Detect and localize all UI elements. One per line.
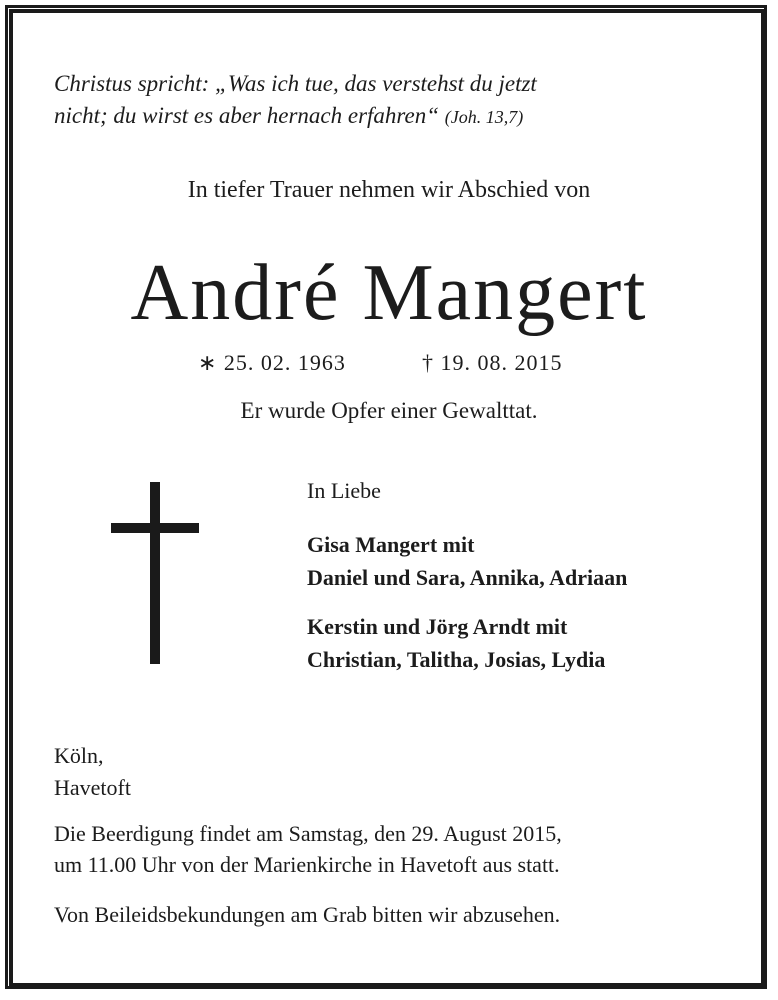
cause-of-death: Er wurde Opfer einer Gewalttat. (240, 398, 538, 423)
place-line: Havetoft (54, 775, 131, 800)
mourner-group-2 (307, 610, 605, 676)
quote-line-2: nicht; du wirst es aber hernach erfahren“ (54, 103, 440, 128)
death-date: † 19. 08. 2015 (422, 350, 563, 375)
mourner-group-1 (307, 528, 627, 594)
birth-date: ∗ 25. 02. 1963 (198, 350, 346, 375)
condolence-note: Von Beileidsbekundungen am Grab bitten wir abzusehen. (54, 902, 561, 927)
mourner-line: Gisa Mangert mit (307, 532, 475, 557)
mourner-line: Daniel und Sara, Annika, Adriaan (307, 565, 628, 590)
quote-reference: (Joh. 13,7) (444, 107, 524, 127)
quote-line-1: Christus spricht: „Was ich tue, das verstehst du jetzt (54, 71, 537, 96)
cross-vertical-bar (150, 482, 160, 664)
mourners-intro: In Liebe (307, 478, 381, 503)
deceased-name: André Mangert (130, 249, 648, 337)
burial-line: um 11.00 Uhr von der Marienkirche in Havetoft aus statt. (54, 852, 560, 877)
life-dates (198, 350, 618, 376)
burial-line: Die Beerdigung findet am Samstag, den 29. August 2015, (54, 821, 562, 846)
place-line: Köln, (54, 743, 104, 768)
cross-horizontal-bar (111, 523, 199, 533)
mourner-line: Christian, Talitha, Josias, Lydia (307, 647, 606, 672)
burial-notice (54, 818, 726, 880)
bible-quote (54, 68, 726, 133)
mourner-line: Kerstin und Jörg Arndt mit (307, 614, 568, 639)
places (54, 740, 131, 804)
intro-text: In tiefer Trauer nehmen wir Abschied von (187, 177, 591, 203)
